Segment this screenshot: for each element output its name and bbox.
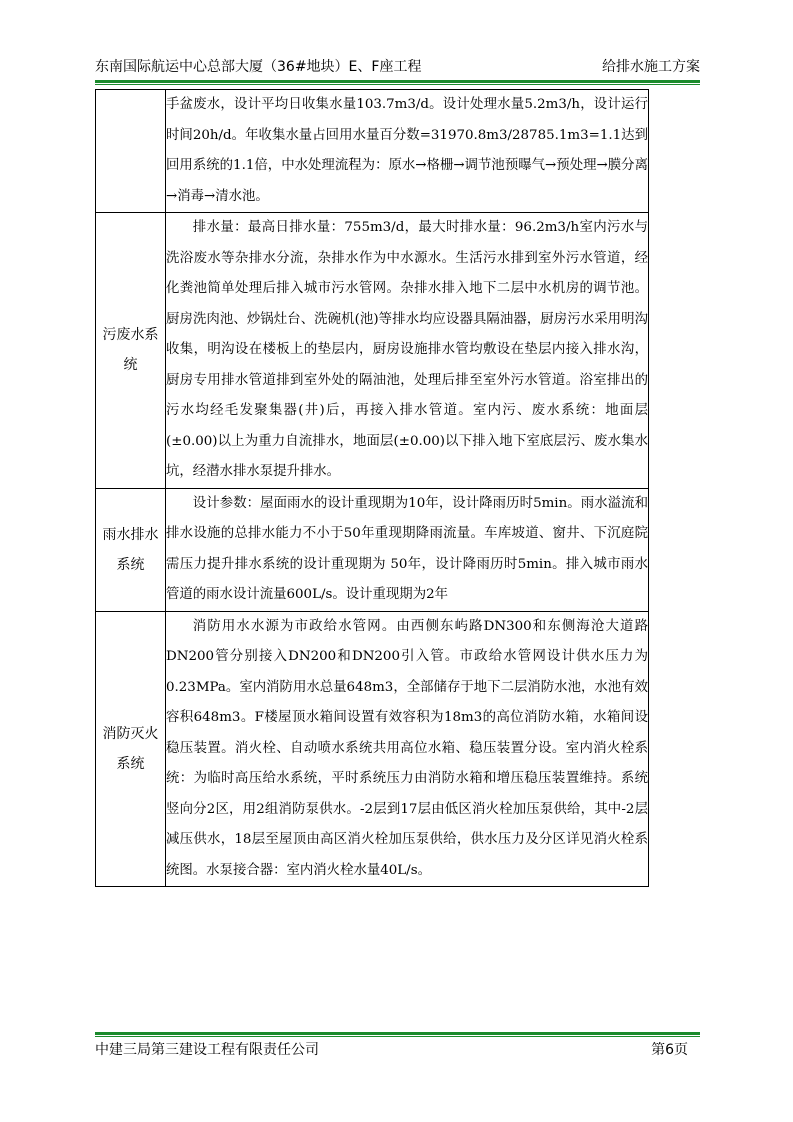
row-label (96, 90, 166, 213)
header-divider (95, 80, 700, 85)
row-paragraph: 设计参数：屋面雨水的设计重现期为10年，设计降雨历时5min。雨水溢流和排水设施的总排水能力不小于50年重现期降雨流量。车库坡道、窗井、下沉庭院需压力提升排水系统的设计重现期为 50年，设计降雨历时5min。排入城市雨水管道的雨水设计流量600L/s。设计重现期为2年 (166, 495, 648, 602)
row-text (166, 90, 649, 213)
table-row (96, 213, 649, 489)
row-paragraph: 手盆废水，设计平均日收集水量103.7m3/d。设计处理水量5.2m3/h，设计运行时间20h/d。年收集水量占回用水量百分数=31970.8m3/28785.1m3=1.1达到回用系统的1.1倍，中水处理流程为：原水→格栅→调节池预曝气→预处理→膜分离→消毒→清水池。 (166, 97, 648, 204)
table-row (96, 611, 649, 887)
spec-table (95, 89, 649, 887)
row-paragraph: 消防用水水源为市政给水管网。由西侧东屿路DN300和东侧海沧大道路DN200管分别接入DN200和DN200引入管。市政给水管网设计供水压力为0.23MPa。室内消防用水总量648m3，全部储存于地下二层消防水池，水池有效容积648m3。F楼屋顶水箱间设置有效容积为18m3的高位消防水箱，水箱间设稳压装置。消火栓、自动喷水系统共用高位水箱、稳压装置分设。室内消火栓系统：为临时高压给水系统，平时系统压力由消防水箱和增压稳压装置维持。系统竖向分2区，用2组消防泵供水。-2层到17层由低区消火栓加压泵供给，其中-2层减压供水，18层至屋顶由高区消火栓加压泵供给，供水压力及分区详见消火栓系统图。水泵接合器：室内消火栓水量40L/s。 (166, 618, 648, 878)
page-header (95, 57, 700, 79)
document-title: 给排水施工方案 (602, 59, 700, 75)
page-number: 第6页 (651, 1042, 688, 1058)
project-title: 东南国际航运中心总部大厦（36#地块）E、F座工程 (95, 59, 422, 75)
page-footer (95, 1040, 700, 1062)
row-label: 消防灭火系统 (96, 611, 166, 887)
row-label: 污废水系统 (96, 213, 166, 489)
row-text (166, 611, 649, 887)
table-row (96, 90, 649, 213)
row-text (166, 488, 649, 611)
footer-divider (95, 1032, 700, 1037)
row-text (166, 213, 649, 489)
row-label: 雨水排水系统 (96, 488, 166, 611)
row-paragraph: 排水量：最高日排水量：755m3/d，最大时排水量：96.2m3/h室内污水与洗浴废水等杂排水分流，杂排水作为中水源水。生活污水排到室外污水管道，经化粪池简单处理后排入城市污水管网。杂排水排入地下二层中水机房的调节池。厨房洗肉池、炒锅灶台、洗碗机(池)等排水均应设器具隔油器，厨房污水采用明沟收集，明沟设在楼板上的垫层内，厨房设施排水管均敷设在垫层内接入排水沟，厨房专用排水管道排到室外处的隔油池，处理后排至室外污水管道。浴室排出的污水均经毛发聚集器(井)后，再接入排水管道。室内污、废水系统：地面层(±0.00)以上为重力自流排水，地面层(±0.00)以下排入地下室底层污、废水集水坑，经潜水排水泵提升排水。 (166, 220, 648, 479)
table-row (96, 488, 649, 611)
company-name: 中建三局第三建设工程有限责任公司 (95, 1042, 319, 1058)
